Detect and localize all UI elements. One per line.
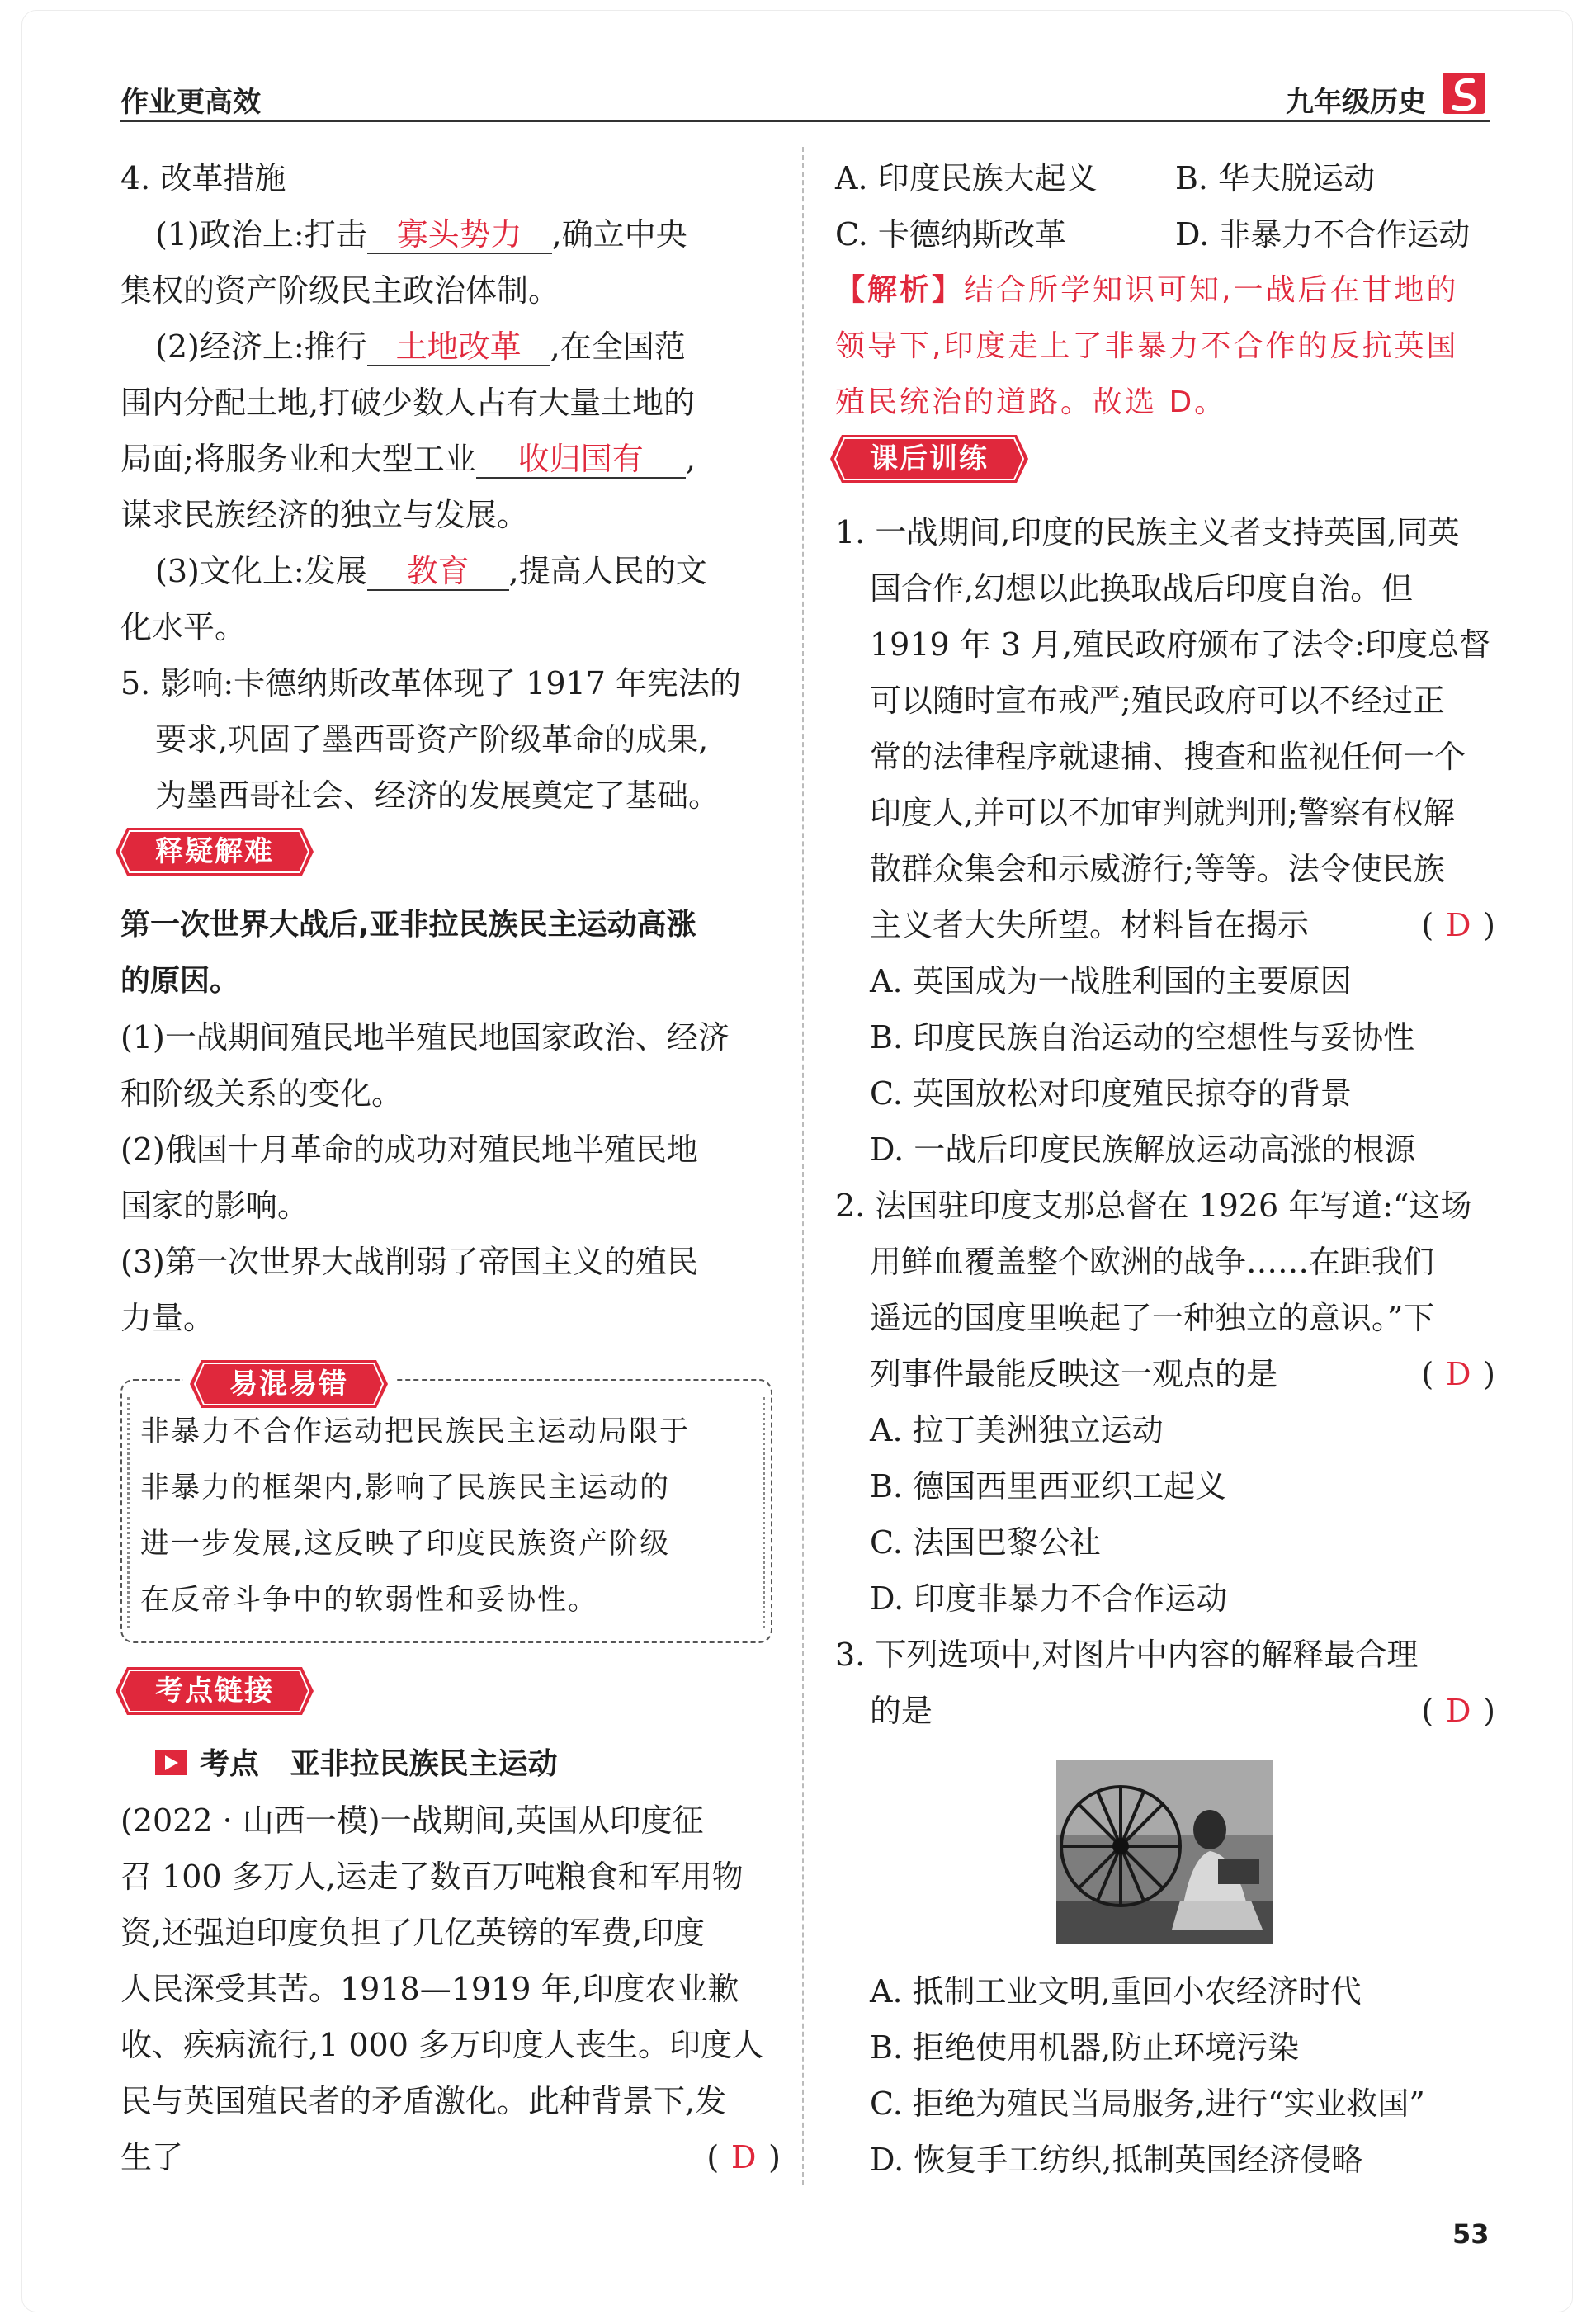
q2-line-4: [835, 1346, 1495, 1402]
tip-line-3: 进一步发展,这反映了印度民族资产阶级: [140, 1528, 671, 1561]
analysis-line-1: [835, 262, 1495, 319]
question-line-1: (2022 · 山西一模)一战期间,英国从印度征: [120, 1802, 704, 1839]
q3-line-2-text: 的是: [870, 1693, 933, 1729]
q1-option-d: D. 一战后印度民族解放运动高涨的根源: [870, 1131, 1416, 1168]
politics-cont: 集权的资产阶级民主政治体制。: [120, 272, 560, 309]
answer-letter: D: [730, 2139, 757, 2175]
banner-doubt-label: 释疑解难: [155, 835, 274, 868]
culture-line: [120, 543, 781, 599]
q3-answer-letter: D: [1445, 1693, 1471, 1729]
q2-answer-bracket: ( D ): [1421, 1346, 1495, 1402]
banner-doubt: [116, 828, 314, 876]
keypoint-label: 考点: [200, 1747, 260, 1781]
doubt-title-2: 的原因。: [120, 964, 240, 998]
q2-option-b: B. 德国西里西亚织工起义: [870, 1468, 1227, 1504]
column-divider: [802, 147, 804, 2185]
q2-line-1: 2. 法国驻印度支那总督在 1926 年写道:“这场: [835, 1188, 1472, 1224]
culture-cont: 化水平。: [120, 609, 247, 645]
q3-option-b: B. 拒绝使用机器,防止环境污染: [870, 2029, 1300, 2066]
economy-line-2: 围内分配土地,打破少数人占有大量土地的: [120, 385, 696, 421]
keypoint-line: [120, 1736, 781, 1793]
analysis-line-3: 殖民统治的道路。故选 D。: [835, 385, 1227, 419]
banner-confuse: [183, 1360, 394, 1408]
culture-prefix: (3)文化上:发展: [155, 553, 367, 589]
option-d: D. 非暴力不合作运动: [1175, 216, 1471, 253]
economy-line-3: [120, 431, 781, 487]
q3-line-1: 3. 下列选项中,对图片中内容的解释最合理: [835, 1637, 1419, 1673]
option-c: C. 卡德纳斯改革: [835, 216, 1066, 253]
option-a: A. 印度民族大起义: [835, 160, 1098, 196]
option-b: B. 华夫脱运动: [1175, 160, 1376, 196]
economy-answer: 土地改革: [367, 325, 550, 366]
analysis-text-1: 结合所学知识可知,一战后在甘地的: [964, 273, 1459, 307]
question-line-5: 收、疾病流行,1 000 多万印度人丧生。印度人: [120, 2027, 763, 2063]
options-row-1: [835, 150, 1495, 206]
q1-line-7: 散群众集会和示威游行;等等。法令使民族: [870, 851, 1445, 887]
reason2-line-1: (2)俄国十月革命的成功对殖民地半殖民地: [120, 1131, 698, 1168]
economy-answer-2: 收归国有: [476, 437, 686, 479]
q3-answer-bracket: ( D ): [1421, 1683, 1495, 1739]
left-column: [120, 150, 781, 2185]
economy-line: [120, 319, 781, 375]
q1-line-8: [835, 897, 1495, 953]
economy-suffix: ,在全国范: [550, 328, 686, 365]
reason1-line-1: (1)一战期间殖民地半殖民地国家政治、经济: [120, 1019, 730, 1056]
q2-line-3: 遥远的国度里唤起了一种独立的意识。”下: [870, 1300, 1435, 1336]
q1-line-4: 可以随时宣布戒严;殖民政府可以不经过正: [870, 683, 1445, 719]
spinning-wheel-photo: [1056, 1760, 1273, 1944]
q2-answer-letter: D: [1445, 1356, 1471, 1392]
politics-suffix: ,确立中央: [551, 216, 687, 253]
politics-prefix: (1)政治上:打击: [155, 216, 367, 253]
q2-option-c: C. 法国巴黎公社: [870, 1524, 1101, 1561]
publisher-logo: [1439, 69, 1490, 117]
reason2-line-2: 国家的影响。: [120, 1188, 309, 1224]
q3-line-2: [835, 1683, 1495, 1739]
page-header: [120, 76, 1490, 122]
economy-line-4: 谋求民族经济的独立与发展。: [120, 497, 529, 533]
q1-line-8-text: 主义者大失所望。材料旨在揭示: [870, 907, 1310, 943]
q1-option-a: A. 英国成为一战胜利国的主要原因: [870, 963, 1352, 999]
q1-option-c: C. 英国放松对印度殖民掠夺的背景: [870, 1075, 1352, 1112]
tip-box-dots-right: [763, 1397, 766, 1628]
analysis-label: 【解析】: [835, 273, 965, 307]
q1-option-b: B. 印度民族自治运动的空想性与妥协性: [870, 1019, 1415, 1056]
item4-title: 4. 改革措施: [120, 160, 286, 196]
q1-line-6: 印度人,并可以不加审判就判刑;警察有权解: [870, 795, 1455, 831]
doubt-title-1: 第一次世界大战后,亚非拉民族民主运动高涨: [120, 908, 696, 942]
tip-line-4: 在反帝斗争中的软弱性和妥协性。: [140, 1584, 599, 1617]
question-line-7: [120, 2129, 781, 2185]
item5-line-3: 为墨西哥社会、经济的发展奠定了基础。: [155, 777, 720, 814]
question-line-7-text: 生了: [120, 2139, 184, 2175]
options-row-2: [835, 206, 1495, 262]
reason3-line-2: 力量。: [120, 1300, 215, 1336]
keypoint-topic: 亚非拉民族民主运动: [290, 1747, 558, 1781]
tip-box-dots-left: [127, 1397, 130, 1628]
q3-option-c: C. 拒绝为殖民当局服务,进行“实业救国”: [870, 2085, 1425, 2122]
q3-option-a: A. 抵制工业文明,重回小农经济时代: [870, 1973, 1362, 2010]
question-line-4: 人民深受其苦。1918—1919 年,印度农业歉: [120, 1971, 739, 2007]
economy-line3-prefix: 局面;将服务业和大型工业: [120, 441, 476, 477]
header-slogan: 作业更高效: [120, 86, 261, 119]
page-number: 53: [1452, 2218, 1490, 2250]
question-line-2: 召 100 多万人,运走了数百万吨粮食和军用物: [120, 1859, 744, 1895]
tip-line-2: 非暴力的框架内,影响了民族民主运动的: [140, 1471, 671, 1504]
header-subject: 九年级历史: [1286, 86, 1426, 119]
q1-line-1: 1. 一战期间,印度的民族主义者支持英国,同英: [835, 514, 1460, 550]
q1-answer-bracket: ( D ): [1421, 897, 1495, 953]
item5-line-1: 5. 影响:卡德纳斯改革体现了 1917 年宪法的: [120, 665, 742, 701]
banner-link-label: 考点链接: [155, 1675, 274, 1708]
q1-line-5: 常的法律程序就逮捕、搜查和监视任何一个: [870, 739, 1466, 775]
q2-option-d: D. 印度非暴力不合作运动: [870, 1580, 1228, 1617]
politics-answer: 寡头势力: [367, 213, 552, 254]
analysis-line-2: 领导下,印度走上了非暴力不合作的反抗英国: [835, 329, 1459, 363]
question-line-6: 民与英国殖民者的矛盾激化。此种背景下,发: [120, 2083, 727, 2119]
culture-suffix: ,提高人民的文: [508, 553, 707, 589]
tip-body: [140, 1404, 759, 1628]
q1-line-3: 1919 年 3 月,殖民政府颁布了法令:印度总督: [870, 626, 1491, 663]
q2-line-2: 用鲜血覆盖整个欧洲的战争……在距我们: [870, 1244, 1435, 1280]
banner-link: [116, 1667, 314, 1715]
right-column: [835, 150, 1495, 2188]
answer-bracket: ( D ): [706, 2129, 781, 2185]
banner-confuse-label: 易混易错: [229, 1367, 348, 1401]
economy-line3-suffix: ,: [685, 441, 696, 477]
tip-box: [120, 1367, 772, 1643]
tip-line-1: 非暴力不合作运动把民族民主运动局限于: [140, 1415, 691, 1448]
banner-train: [830, 435, 1028, 483]
keypoint-arrow-icon: [155, 1750, 187, 1775]
politics-line: [120, 206, 781, 262]
item5-line-2: 要求,巩固了墨西哥资产阶级革命的成果,: [155, 721, 709, 758]
question-line-3: 资,还强迫印度负担了几亿英镑的军费,印度: [120, 1915, 706, 1951]
culture-answer: 教育: [367, 550, 509, 591]
q1-answer-letter: D: [1445, 907, 1471, 943]
economy-prefix: (2)经济上:推行: [155, 328, 367, 365]
banner-train-label: 课后训练: [870, 442, 989, 475]
q2-option-a: A. 拉丁美洲独立运动: [870, 1412, 1164, 1448]
reason3-line-1: (3)第一次世界大战削弱了帝国主义的殖民: [120, 1244, 698, 1280]
q3-option-d: D. 恢复手工纺织,抵制英国经济侵略: [870, 2142, 1363, 2178]
reason1-line-2: 和阶级关系的变化。: [120, 1075, 404, 1112]
q2-line-4-text: 列事件最能反映这一观点的是: [870, 1356, 1278, 1392]
q1-line-2: 国合作,幻想以此换取战后印度自治。但: [870, 570, 1414, 607]
